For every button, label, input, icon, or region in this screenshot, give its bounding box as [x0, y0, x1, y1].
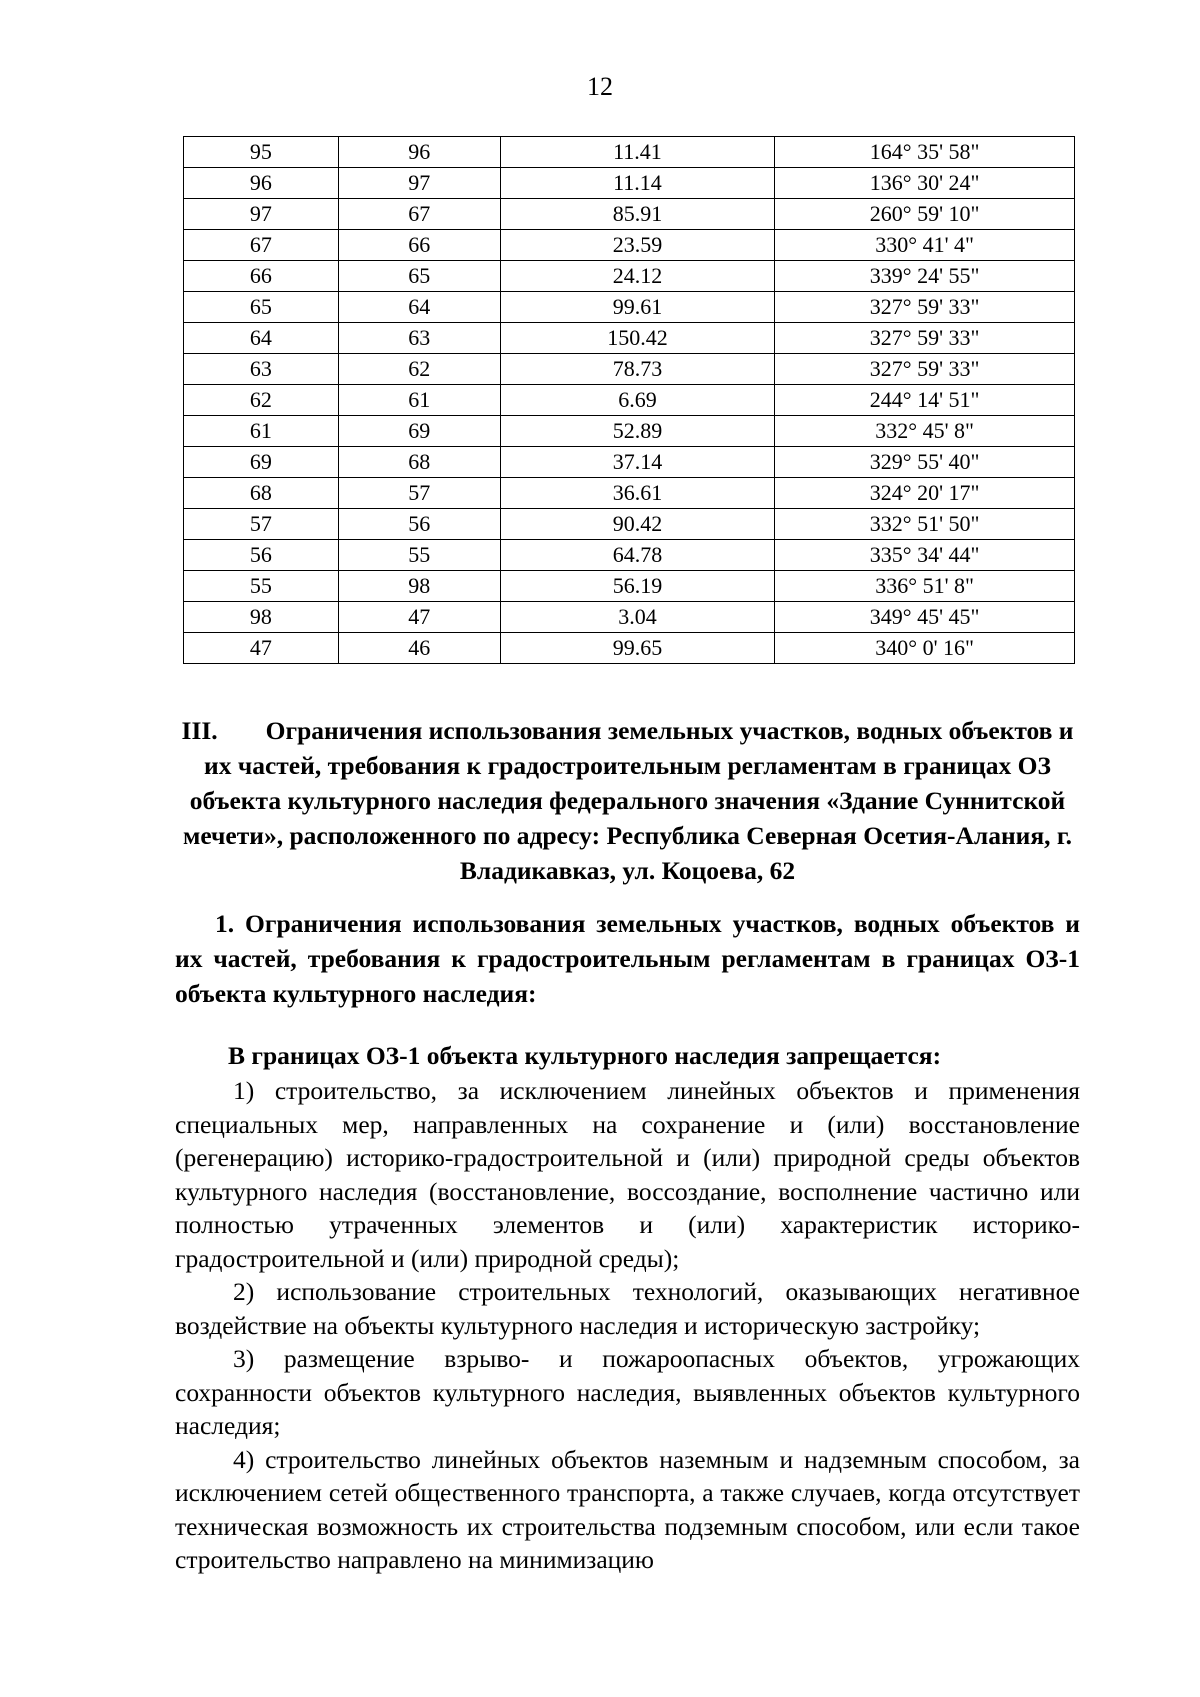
table-cell: 57: [338, 478, 500, 509]
table-cell: 55: [338, 540, 500, 571]
table-cell: 61: [338, 385, 500, 416]
table-cell: 327° 59' 33": [775, 292, 1075, 323]
table-row: [184, 478, 1075, 509]
section-title: [175, 713, 1080, 888]
table-cell: 97: [338, 168, 500, 199]
table-row: [184, 602, 1075, 633]
table-cell: 66: [184, 261, 339, 292]
table-cell: 340° 0' 16": [775, 633, 1075, 664]
table-cell: 336° 51' 8": [775, 571, 1075, 602]
table-cell: 164° 35' 58": [775, 137, 1075, 168]
table-cell: 78.73: [500, 354, 775, 385]
table-cell: 46: [338, 633, 500, 664]
section-title-text: Ограничения использования земельных участков, водных объектов и их частей, требования к градостроительным регламентам в границах ОЗ объекта культурного наследия федерального значения «Здание Суннитской мечети», расположенного по адресу: Республика Северная Осетия-Алания, г. Владикавказ, ул. Коцоева, 62: [182, 716, 1074, 885]
table-row: [184, 292, 1075, 323]
table-cell: 329° 55' 40": [775, 447, 1075, 478]
table-cell: 332° 51' 50": [775, 509, 1075, 540]
table-cell: 69: [184, 447, 339, 478]
table-cell: 68: [184, 478, 339, 509]
table-cell: 65: [338, 261, 500, 292]
table-cell: 244° 14' 51": [775, 385, 1075, 416]
table-cell: 23.59: [500, 230, 775, 261]
table-cell: 47: [338, 602, 500, 633]
table-cell: 324° 20' 17": [775, 478, 1075, 509]
table-cell: 11.41: [500, 137, 775, 168]
list-item: 2) использование строительных технологий, оказывающих негативное воздействие на объекты культурного наследия и историческую застройку;: [175, 1277, 1080, 1340]
table-cell: 65: [184, 292, 339, 323]
table-row: [184, 571, 1075, 602]
table-row: [184, 323, 1075, 354]
table-row: [184, 509, 1075, 540]
table-cell: 85.91: [500, 199, 775, 230]
table-cell: 67: [184, 230, 339, 261]
table-cell: 327° 59' 33": [775, 323, 1075, 354]
table-cell: 64.78: [500, 540, 775, 571]
table-cell: 136° 30' 24": [775, 168, 1075, 199]
table-cell: 260° 59' 10": [775, 199, 1075, 230]
table-cell: 64: [338, 292, 500, 323]
table-cell: 99.65: [500, 633, 775, 664]
prohibited-heading: В границах ОЗ-1 объекта культурного наследия запрещается:: [228, 1041, 942, 1070]
table-cell: 97: [184, 199, 339, 230]
table-row: [184, 416, 1075, 447]
list-item: 1) строительство, за исключением линейных объектов и применения специальных мер, направленных на сохранение и (или) восстановление (регенерацию) историко-градостроительной и (или) природной среды объектов культурного наследия (восстановление, воссоздание, восполнение частично или полностью утраченных элементов и (или) характеристик историко-градостроительной и (или) природной среды);: [175, 1076, 1080, 1273]
table-cell: 98: [338, 571, 500, 602]
table-cell: 55: [184, 571, 339, 602]
table-cell: 56: [338, 509, 500, 540]
table-row: [184, 354, 1075, 385]
table-cell: 66: [338, 230, 500, 261]
table-cell: 327° 59' 33": [775, 354, 1075, 385]
table-body: [184, 137, 1075, 664]
table-cell: 349° 45' 45": [775, 602, 1075, 633]
table-row: [184, 137, 1075, 168]
table-cell: 52.89: [500, 416, 775, 447]
table-cell: 61: [184, 416, 339, 447]
table-cell: 68: [338, 447, 500, 478]
table-cell: 98: [184, 602, 339, 633]
table-cell: 96: [184, 168, 339, 199]
list-item: 4) строительство линейных объектов наземным и надземным способом, за исключением сетей общественного транспорта, а также случаев, когда отсутствует техническая возможность их строительства подземным способом, или если такое строительство направлено на минимизацию: [175, 1444, 1080, 1574]
table-cell: 330° 41' 4": [775, 230, 1075, 261]
table-cell: 56.19: [500, 571, 775, 602]
table-cell: 335° 34' 44": [775, 540, 1075, 571]
table-cell: 339° 24' 55": [775, 261, 1075, 292]
table-row: [184, 230, 1075, 261]
table-cell: 6.69: [500, 385, 775, 416]
table-cell: 99.61: [500, 292, 775, 323]
table-cell: 57: [184, 509, 339, 540]
table-cell: 332° 45' 8": [775, 416, 1075, 447]
table-cell: 69: [338, 416, 500, 447]
table-cell: 24.12: [500, 261, 775, 292]
table-row: [184, 447, 1075, 478]
list-item: 3) размещение взрыво- и пожароопасных объектов, угрожающих сохранности объектов культурного наследия, выявленных объектов культурного наследия;: [175, 1344, 1080, 1440]
table-cell: 62: [184, 385, 339, 416]
table-cell: 96: [338, 137, 500, 168]
table-cell: 62: [338, 354, 500, 385]
table-cell: 3.04: [500, 602, 775, 633]
table-cell: 63: [338, 323, 500, 354]
section-number: III.: [181, 716, 218, 745]
table-cell: 95: [184, 137, 339, 168]
table-row: [184, 199, 1075, 230]
table-cell: 36.61: [500, 478, 775, 509]
subsection-heading: 1. Ограничения использования земельных участков, водных объектов и их частей, требования к градостроительным регламентам в границах ОЗ-1 объекта культурного наследия:: [175, 909, 1080, 1008]
table-cell: 64: [184, 323, 339, 354]
table-cell: 67: [338, 199, 500, 230]
table-cell: 63: [184, 354, 339, 385]
table-cell: 11.14: [500, 168, 775, 199]
table-row: [184, 385, 1075, 416]
table-cell: 37.14: [500, 447, 775, 478]
table-cell: 56: [184, 540, 339, 571]
table-row: [184, 168, 1075, 199]
table-cell: 90.42: [500, 509, 775, 540]
table-cell: 150.42: [500, 323, 775, 354]
table-row: [184, 633, 1075, 664]
table-row: [184, 540, 1075, 571]
page-number: 12: [587, 72, 613, 101]
boundary-table: [183, 136, 1075, 664]
table-cell: 47: [184, 633, 339, 664]
table-row: [184, 261, 1075, 292]
prohibited-list: [175, 1074, 1080, 1577]
